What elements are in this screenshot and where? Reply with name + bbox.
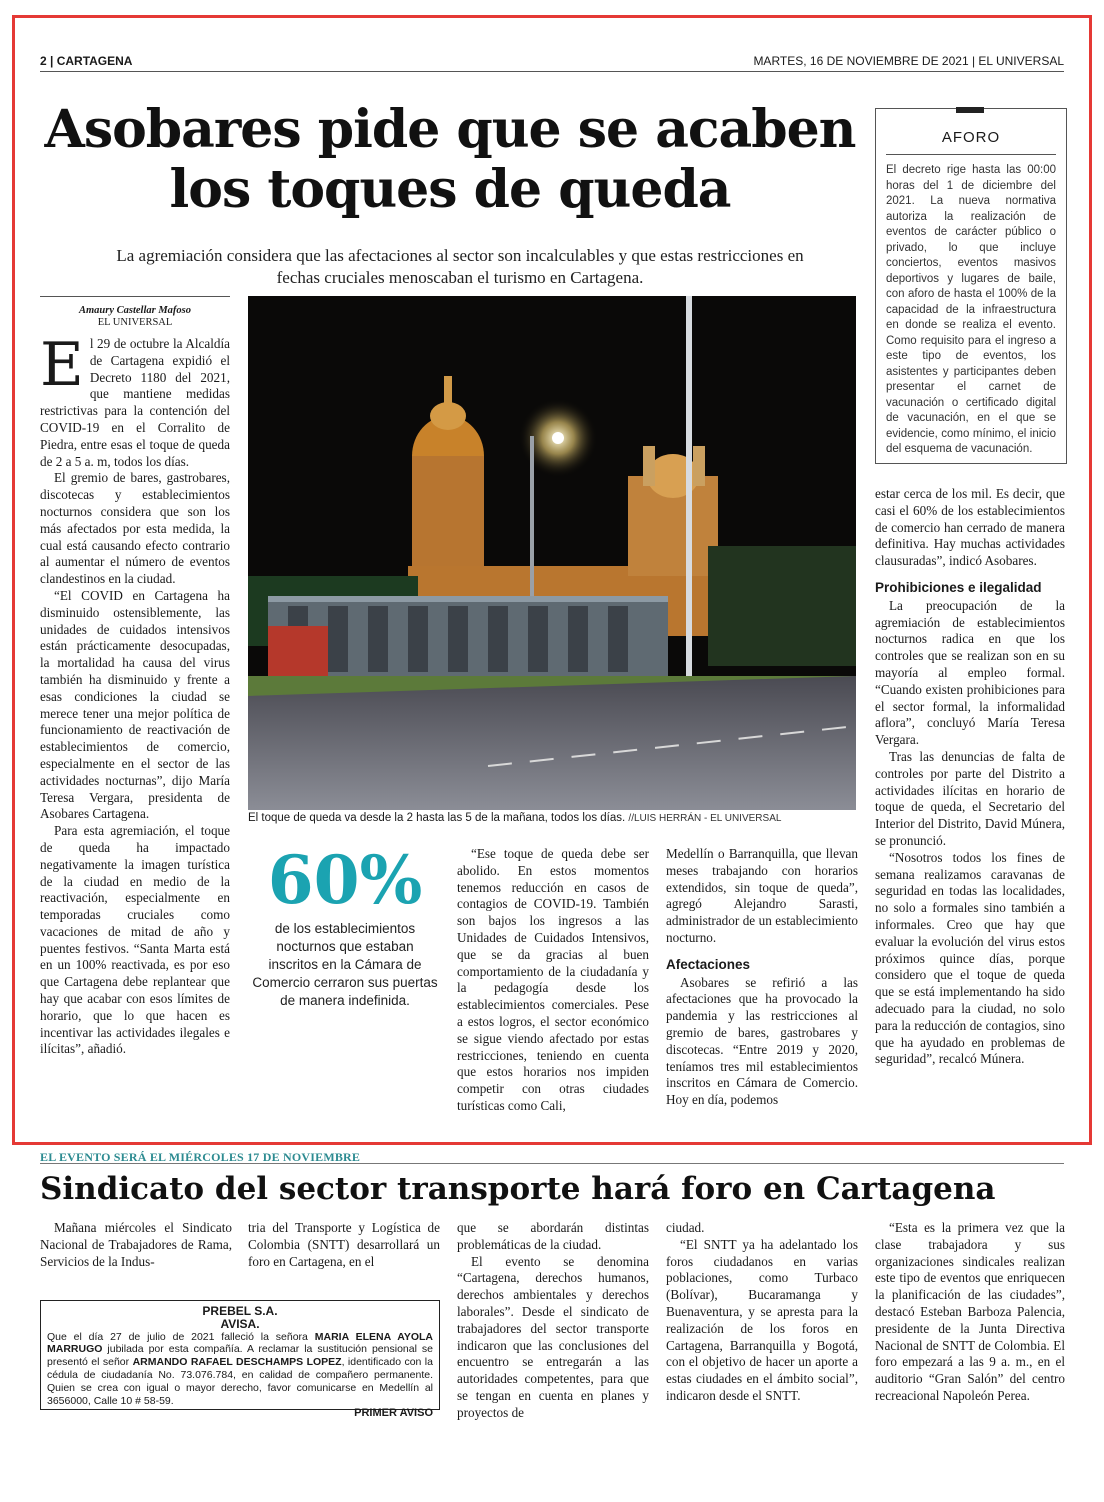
paragraph: “Ese toque de queda debe ser abolido. En estos momentos tenemos reducción en casos de contagios de COVID-19. También son bajos los ingresos a las Unidades de Cuidados Intensivos, que se da gracias al buen comportamiento de la ciudadanía y la pedagogía desde los establecimientos comerciales. Pese a estos logros, el sector económico se sigue viendo afectado por estas restricciones, teniendo en cuenta que estos horarios nos impiden competir con otras ciudades turísticas como Cali, xyxy=(457,846,649,1113)
paragraph: tria del Transporte y Logística de Colombia (SNTT) desarrollará un foro en Cartagena, en el xyxy=(248,1220,440,1269)
paragraph: “Nosotros todos los fines de semana realizamos caravanas de seguridad en todas las localidades, no solo a formales sino también a informales. Creo que hay que evaluar la evolución del virus estos próximos quince días, porque considero que el toque de queda que se está implementando ha sido adecuado para la ciudad, no solo para la reducción de contagios, sino que ha ayudado en problemas de seguridad”, recalcó Múnera. xyxy=(875,849,1065,1067)
legal-notice xyxy=(40,1300,440,1420)
aforo-box xyxy=(875,108,1067,464)
article-photo xyxy=(248,296,856,810)
page-date: MARTES, 16 DE NOVIEMBRE DE 2021 | EL UNIVERSAL xyxy=(753,54,1064,68)
paragraph: Tras las denuncias de falta de controles por parte del Distrito a actividades ilícitas en horario de toque de queda, el Secretario del Interior del Distrito, David Múnera, se pronunció. xyxy=(875,748,1065,848)
notice-footer: PRIMER AVISO xyxy=(354,1407,433,1420)
paragraph: que se abordarán distintas problemáticas de la ciudad. xyxy=(457,1220,649,1252)
lead-paragraph xyxy=(40,330,230,470)
article-col-1 xyxy=(40,330,230,1058)
second-headline: Sindicato del sector transporte hará foro en Cartagena xyxy=(40,1171,996,1207)
notice-name-claimant: ARMANDO RAFAEL DESCHAMPS LOPEZ xyxy=(132,1356,342,1369)
caption-text: El toque de queda va desde la 2 hasta las 5 de la mañana, todos los días. xyxy=(248,812,626,824)
notice-action: AVISA. xyxy=(220,1316,260,1331)
paragraph: “Esta es la primera vez que la clase trabajadora y sus organizaciones sindicales realizan este tipo de eventos que enriquecen la planificación de las ciudades”, destacó Esteban Barboza Palencia, presidente de la Junta Directiva Nacional de SNTT de Colombia. El foro empezará a las 9 a. m., en el auditorio “Gran Salón” del centro recreacional Napoleón Perea. xyxy=(875,1220,1065,1403)
lead-text: l 29 de octubre la Alcaldía de Cartagena expidió el Decreto 1180 del 2021, que mantiene medidas restrictivas para la contención del COVID-19 en el Corralito de Piedra, entre esas el toque de queda de 2 a 5 a. m, todos los días. xyxy=(40,336,230,469)
author-outlet: EL UNIVERSAL xyxy=(97,317,173,328)
paragraph: El gremio de bares, gastrobares, discotecas y establecimientos nocturnos considera que son los más afectados por esta medida, la cual está causando efecto contrario al aumentar el número de eventos clandestinos en la ciudad. xyxy=(40,470,230,587)
notice-text: jubilada por esta compañía. A reclamar la sustitución pensional se presentó el señor xyxy=(47,1343,433,1369)
author-name: Amaury Castellar Mafoso xyxy=(78,305,191,316)
second-rule xyxy=(40,1163,1064,1164)
photo-caption xyxy=(248,812,856,824)
paragraph: Para esta agremiación, el toque de queda ha impactado negativamente la imagen turística de la ciudad en medio de la reactivación, especialmente en temporadas cruciales como vacaciones de mitad de año y puentes festivos. “Santa Marta está en un 100% reactivada, es por eso que Cartagena debe replantear que hay que acabar con esos límites de horario, que lo que hacen es incentivar las actividades ilegales e ilícitas”, añadió. xyxy=(40,823,230,1057)
notice-body xyxy=(47,1331,433,1408)
aside-title: AFORO xyxy=(886,129,1056,155)
paragraph: Mañana miércoles el Sindicato Nacional de Trabajadores de Rama, Servicios de la Indus- xyxy=(40,1220,232,1269)
paragraph: estar cerca de los mil. Es decir, que casi el 60% de los establecimientos de comercio han cerrado de manera definitiva. Hay muchas actividades clausuradas”, indicó Asobares. xyxy=(875,486,1065,569)
notice-text: , identificado con la cédula de ciudadanía No. 73.076.784, en calidad de compañero permanente. Quien se crea con igual o mayor derecho, favor comunicarse en Medellín al 3656000, Calle 10 # 58-59. xyxy=(47,1356,433,1407)
paragraph: Medellín o Barranquilla, que llevan meses trabajando con horarios extendidos, sin toque de queda”, agregó Alejandro Sarasti, administrador de un establecimiento nocturno. xyxy=(666,846,858,945)
stat-description: de los establecimientos nocturnos que estaban inscritos en la Cámara de Comercio cerraron sus puertas de manera indefinida. xyxy=(252,921,438,1008)
night-street-photo xyxy=(248,296,856,810)
paragraph: “El SNTT ya ha adelantado los foros ciudadanos en varias poblaciones, como Turbaco (Bolívar), Bucaramanga y Buenaventura, y se apresta para la realización de los foros en Cartagena, Barranquilla y Bogotá, con el objetivo de hacer un aporte a estas ciudades en el ámbito social”, indicaron desde el SNTT. xyxy=(666,1236,858,1403)
article-col-4 xyxy=(666,846,858,1109)
byline xyxy=(40,305,230,329)
second-col-4 xyxy=(666,1220,858,1405)
byline-rule xyxy=(40,296,230,297)
dropcap: E xyxy=(40,330,84,400)
section-heading-prohibiciones: Prohibiciones e ilegalidad xyxy=(875,579,1042,595)
section-heading-afectaciones: Afectaciones xyxy=(666,956,751,972)
article-col-5 xyxy=(875,486,1065,1068)
aside-text: El decreto rige hasta las 00:00 horas del 1 de diciembre del 2021. La nueva normativa autoriza la realización de eventos de carácter público o privado, lo que incluye conciertos, eventos masivos deportivos y lugares de baile, con aforo de hasta el 100% de la capacidad de la infraestructura en donde se realiza el evento. Como requisito para el ingreso a este tipo de eventos, los asistentes y participantes deben presentar el carnet de vacunación o certificado digital de vacunación, en el que se evidencie, como mínimo, el inicio del esquema de vacunación. xyxy=(886,164,1056,455)
stat-box xyxy=(250,840,440,1010)
notice-text: Que el día 27 de julio de 2021 falleció la señora xyxy=(47,1330,315,1343)
page-section: 2 | CARTAGENA xyxy=(40,54,133,68)
article-subhead: La agremiación considera que las afectaciones al sector son incalculables y que estas restricciones en fechas cruciales menoscaban el turismo en Cartagena. xyxy=(116,246,804,287)
second-kicker: EL EVENTO SERÁ EL MIÉRCOLES 17 DE NOVIEMBRE xyxy=(40,1150,361,1164)
second-col-3 xyxy=(457,1220,649,1422)
aside-bar xyxy=(956,107,984,113)
notice-name-deceased: MARIA ELENA AYOLA MARRUGO xyxy=(47,1330,433,1356)
second-col-1 xyxy=(40,1220,232,1270)
paragraph: El evento se denomina “Cartagena, derechos humanos, derechos ambientales y derechos laborales”. Desde el sindicato de trabajadores del sector transporte indicaron que las conclusiones del encuentro se entregarán a las autoridades competentes, para que se tengan en cuenta en planes y proyectos de xyxy=(457,1253,649,1420)
article-col-3 xyxy=(457,846,649,1115)
paragraph: ciudad. xyxy=(666,1220,705,1235)
paragraph: “El COVID en Cartagena ha disminuido ostensiblemente, las unidades de cuidados intensivos están prácticamente desocupadas, la mortalidad ha causa del virus también ha disminuido y frente a esas condiciones la ciudad se merece tener una mejor política de funcionamiento de reactivación de establecimientos de comercio, especialmente en el sector de las actividades nocturnas”, dijo María Teresa Vergara, presidenta de Asobares Cartagena. xyxy=(40,587,230,822)
page-header xyxy=(40,54,1064,72)
paragraph: La preocupación de la agremiación de establecimientos nocturnos radica en que los controles que se realizan son en su mayoría al empleo formal. “Cuando existen prohibiciones para el sector formal, la informalidad aflora”, concluyó María Teresa Vergara. xyxy=(875,597,1065,748)
stat-value: 60% xyxy=(267,841,423,919)
second-col-2 xyxy=(248,1220,440,1270)
photo-credit: //LUIS HERRÁN - EL UNIVERSAL xyxy=(628,813,782,824)
notice-company: PREBEL S.A. xyxy=(202,1304,278,1318)
paragraph: Asobares se refirió a las afectaciones que ha provocado la pandemia y las restricciones al gremio de bares, gastrobares y discotecas. “Entre 2019 y 2020, teníamos tres mil establecimientos inscritos en Cámara de Comercio. Hoy en día, podemos xyxy=(666,974,858,1108)
second-col-5 xyxy=(875,1220,1065,1405)
article-headline: Asobares pide que se acaben los toques de queda xyxy=(44,99,856,220)
